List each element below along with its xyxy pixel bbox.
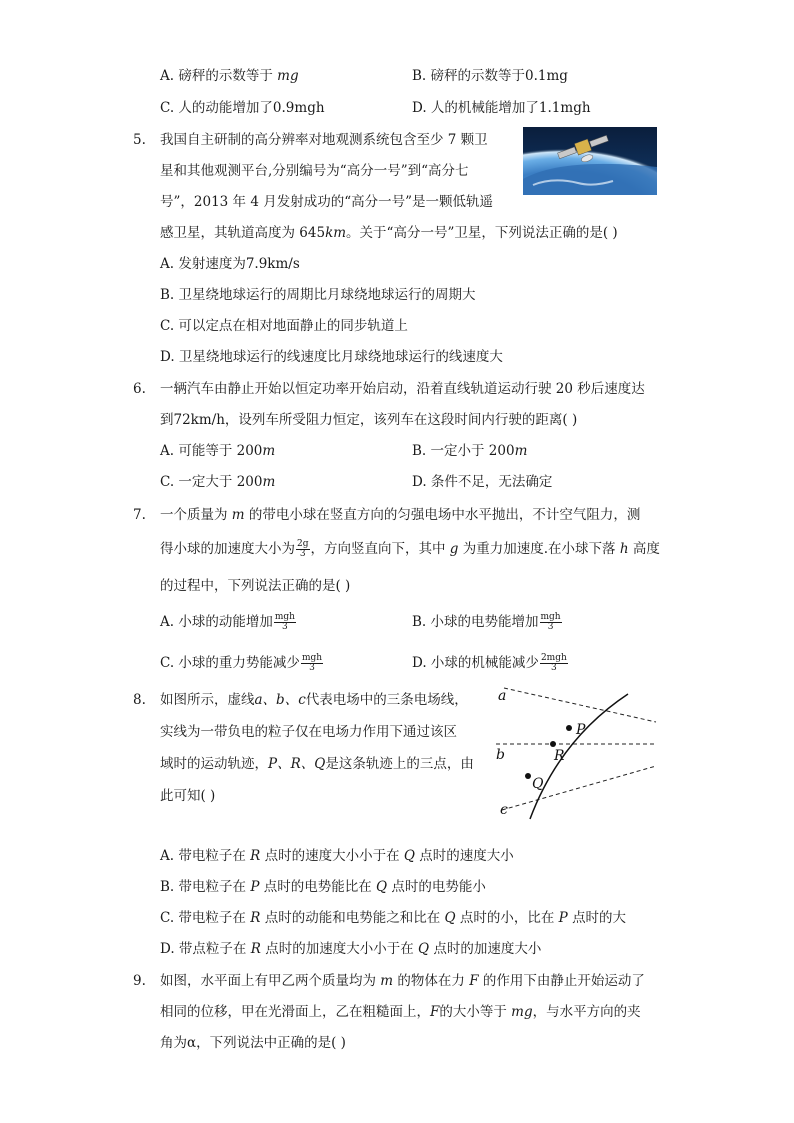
q8-option-b: B. 带电粒子在 P 点时的电势能比在 Q 点时的电势能小 — [160, 879, 486, 895]
field-line-c — [502, 766, 656, 810]
q8-option-c: C. 带电粒子在 R 点时的动能和电势能之和比在 Q 点时的小，比在 P 点时的大 — [160, 910, 627, 926]
q5-option-d: D. 卫星绕地球运行的线速度比月球绕地球运行的线速度大 — [160, 349, 503, 365]
q5-stem-line-4: 感卫星，其轨道高度为 645km。关于“高分一号”卫星，下列说法正确的是( ) — [160, 225, 618, 241]
field-line-a — [504, 688, 656, 722]
q7-stem-line-3: 的过程中，下列说法正确的是( ) — [160, 578, 351, 594]
q9-stem-line-1: 如图，水平面上有甲乙两个质量均为 m 的物体在力 F 的作用下由静止开始运动了 — [160, 973, 645, 989]
q5-option-a: A. 发射速度为7.9km/s — [160, 256, 300, 272]
q5-stem-line-2: 星和其他观测平台,分别编号为“高分一号”到“高分七 — [160, 163, 469, 179]
q9-stem-line-3: 角为α，下列说法中正确的是( ) — [160, 1035, 346, 1051]
label-b: b — [496, 747, 505, 763]
q6-stem-line-2: 到72km/h，设列车所受阻力恒定，该列车在这段时间内行驶的距离( ) — [160, 412, 578, 428]
label-c: c — [500, 802, 508, 818]
fraction-2g-over-3: $\frac{2g}{3}$ — [297, 539, 309, 559]
q8-option-d: D. 带点粒子在 R 点时的加速度大小小于在 Q 点时的加速度大小 — [160, 941, 542, 957]
label-a: a — [498, 688, 507, 704]
point-q — [525, 773, 531, 779]
q7-option-b: B. 小球的电势能增加 $\frac{\text{mgh}}{3}$ — [412, 612, 561, 632]
q5-option-c: C. 可以定点在相对地面静止的同步轨道上 — [160, 318, 408, 334]
label-p: P — [576, 722, 586, 738]
q5-stem-line-1: 我国自主研制的高分辨率对地观测系统包含至少 7 颗卫 — [160, 132, 488, 148]
point-p — [566, 725, 572, 731]
q8-number: 8. — [133, 692, 146, 708]
q7-option-a: A. 小球的动能增加 $\frac{\text{mgh}}{3}$ — [160, 612, 295, 632]
q6-option-a: A. 可能等于 200m — [160, 443, 276, 459]
q5-stem-line-3: 号”，2013 年 4 月发射成功的“高分一号”是一颗低轨遥 — [160, 194, 494, 210]
q8-stem-line-2: 实线为一带负电的粒子仅在电场力作用下通过该区 — [160, 724, 457, 740]
q6-option-d: D. 条件不足，无法确定 — [412, 474, 553, 490]
q8-stem-line-4: 此可知( ) — [160, 788, 216, 804]
q7-stem-line-1: 一个质量为 m 的带电小球在竖直方向的匀强电场中水平抛出，不计空气阻力，测 — [160, 507, 641, 523]
q4-option-b: B. 磅秤的示数等于0.1mg — [412, 68, 568, 84]
q4-option-c: C. 人的动能增加了0.9mgh — [160, 100, 325, 116]
q4-option-d: D. 人的机械能增加了1.1mgh — [412, 100, 591, 116]
satellite-image — [523, 127, 657, 195]
q7-option-c: C. 小球的重力势能减少 $\frac{\text{mgh}}{3}$ — [160, 653, 323, 673]
q6-option-c: C. 一定大于 200m — [160, 474, 276, 490]
q5-number: 5. — [133, 132, 146, 148]
q7-stem-line-2: 得小球的加速度大小为 $\frac{2g}{3}$ ，方向竖直向下，其中 g 为重力加速度.在小球下落 h 高度 — [160, 539, 660, 559]
q8-stem-line-3: 域时的运动轨迹，P、R、Q是这条轨迹上的三点，由 — [160, 756, 474, 772]
q6-option-b: B. 一定小于 200m — [412, 443, 528, 459]
q9-stem-line-2: 相同的位移，甲在光滑面上，乙在粗糙面上，F的大小等于 mg，与水平方向的夹 — [160, 1004, 641, 1020]
q8-option-a: A. 带电粒子在 R 点时的速度大小小于在 Q 点时的速度大小 — [160, 848, 514, 864]
q8-stem-line-1: 如图所示，虚线a、b、c代表电场中的三条电场线， — [160, 692, 468, 708]
label-q: Q — [532, 776, 544, 792]
q6-number: 6. — [133, 381, 146, 397]
q7-number: 7. — [133, 507, 146, 523]
q9-number: 9. — [133, 973, 146, 989]
q6-stem-line-1: 一辆汽车由静止开始以恒定功率开始启动，沿着直线轨道运动行驶 20 秒后速度达 — [160, 381, 645, 397]
electric-field-diagram — [490, 684, 660, 824]
q5-option-b: B. 卫星绕地球运行的周期比月球绕地球运行的周期大 — [160, 287, 476, 303]
q4-option-a: A. 磅秤的示数等于 mg — [160, 68, 299, 84]
label-r: R — [554, 748, 565, 764]
q7-option-d: D. 小球的机械能减少 $\frac{\text{2mgh}}{3}$ — [412, 653, 567, 673]
point-r — [550, 741, 556, 747]
